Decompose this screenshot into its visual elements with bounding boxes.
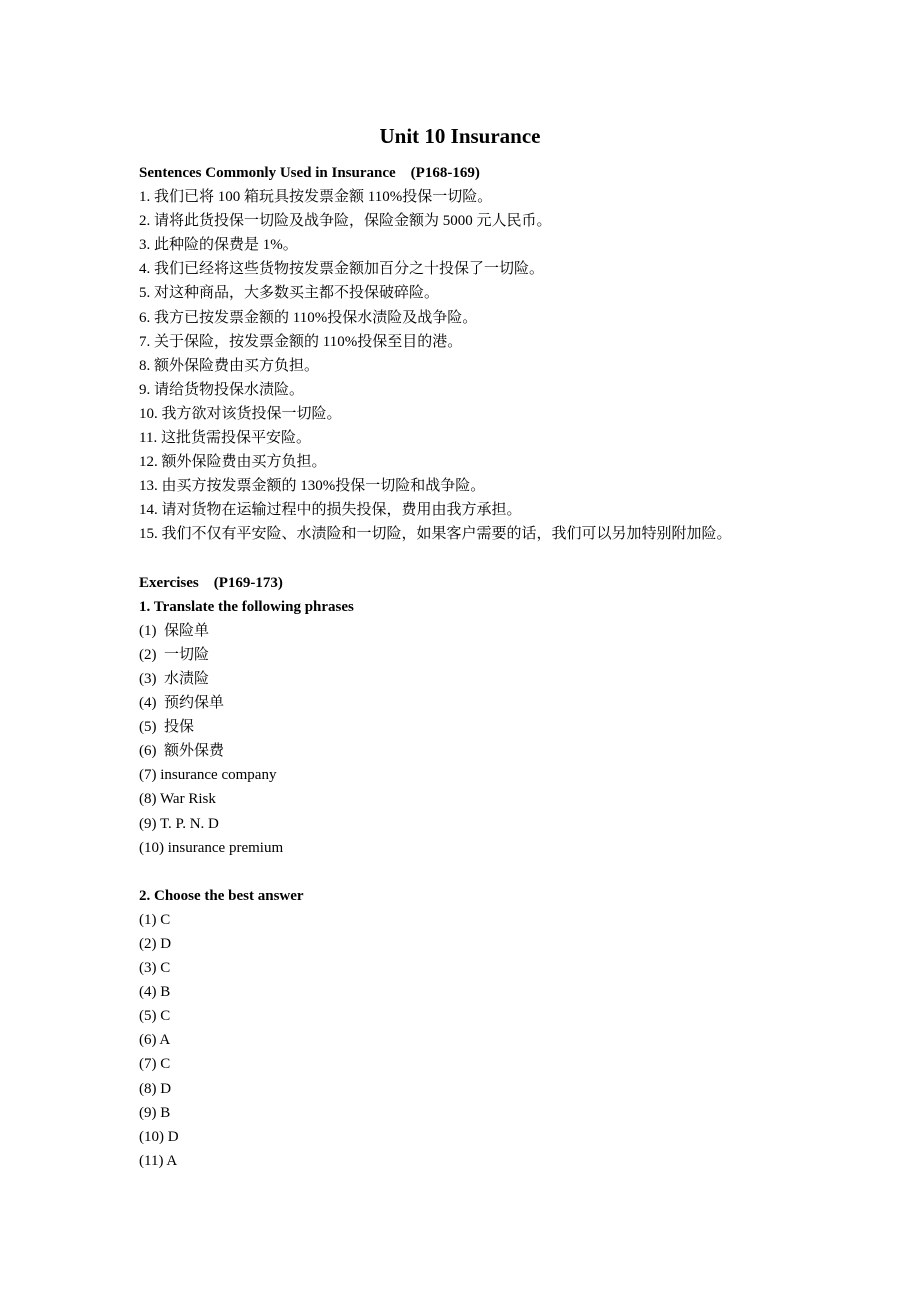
phrase-item: (3) 水渍险 [139, 670, 209, 687]
sentence-item: 10. 我方欲对该货投保一切险。 [139, 405, 342, 422]
sentence-list [139, 185, 899, 546]
sentence-item: 12. 额外保险费由买方负担。 [139, 454, 327, 471]
exercise-1-heading: 1. Translate the following phrases [139, 598, 354, 615]
page-title: Unit 10 Insurance [379, 124, 541, 148]
phrase-item: (4) 预约保单 [139, 695, 224, 712]
sentence-item: 9. 请给货物投保水渍险。 [139, 381, 305, 398]
sentence-item: 2. 请将此货投保一切险及战争险，保险金额为 5000 元人民币。 [139, 213, 552, 230]
phrase-item: (9) T. P. N. D [139, 815, 219, 832]
phrase-item: (5) 投保 [139, 719, 194, 736]
phrase-item: (2) 一切险 [139, 646, 209, 663]
phrase-item: (1) 保险单 [139, 622, 209, 639]
answer-item: (11) A [139, 1152, 178, 1169]
answer-item: (1) C [139, 911, 171, 928]
answer-item: (7) C [139, 1056, 171, 1073]
answer-item: (3) C [139, 960, 171, 977]
spacer [139, 860, 899, 884]
answer-item: (5) C [139, 1008, 171, 1025]
exercises-heading: Exercises (P169-173) [139, 574, 283, 591]
exercise-2-list [139, 908, 899, 1173]
phrase-item: (7) insurance company [139, 767, 277, 784]
answer-item: (6) A [139, 1032, 171, 1049]
exercise-1-list [139, 619, 899, 860]
sentence-item: 6. 我方已按发票金额的 110%投保水渍险及战争险。 [139, 309, 478, 326]
spacer [139, 547, 899, 571]
sentence-item: 1. 我们已将 100 箱玩具按发票金额 110%投保一切险。 [139, 189, 493, 206]
sentence-item: 5. 对这种商品，大多数买主都不投保破碎险。 [139, 285, 440, 302]
phrase-item: (8) War Risk [139, 791, 216, 808]
sentence-item: 14. 请对货物在运输过程中的损失投保，费用由我方承担。 [139, 502, 522, 519]
document-body [139, 161, 899, 1173]
sentence-item: 15. 我们不仅有平安险、水渍险和一切险，如果客户需要的话，我们可以另加特别附加险。 [139, 526, 732, 543]
sentence-item: 4. 我们已经将这些货物按发票金额加百分之十投保了一切险。 [139, 261, 545, 278]
exercise-2-heading: 2. Choose the best answer [139, 887, 304, 904]
answer-item: (9) B [139, 1104, 171, 1121]
sentence-item: 8. 额外保险费由买方负担。 [139, 357, 320, 374]
answer-item: (8) D [139, 1080, 172, 1097]
sentence-item: 11. 这批货需投保平安险。 [139, 430, 311, 447]
answer-item: (2) D [139, 936, 172, 952]
sentence-item: 7. 关于保险，按发票金额的 110%投保至目的港。 [139, 333, 463, 350]
answer-item: (4) B [139, 984, 171, 1001]
sentence-item: 3. 此种险的保费是 1%。 [139, 237, 298, 254]
sentence-item: 13. 由买方按发票金额的 130%投保一切险和战争险。 [139, 478, 486, 495]
answer-item: (10) D [139, 1128, 179, 1145]
phrase-item: (10) insurance premium [139, 839, 284, 856]
sentences-heading: Sentences Commonly Used in Insurance (P168-169) [139, 165, 480, 181]
phrase-item: (6) 额外保费 [139, 743, 224, 760]
